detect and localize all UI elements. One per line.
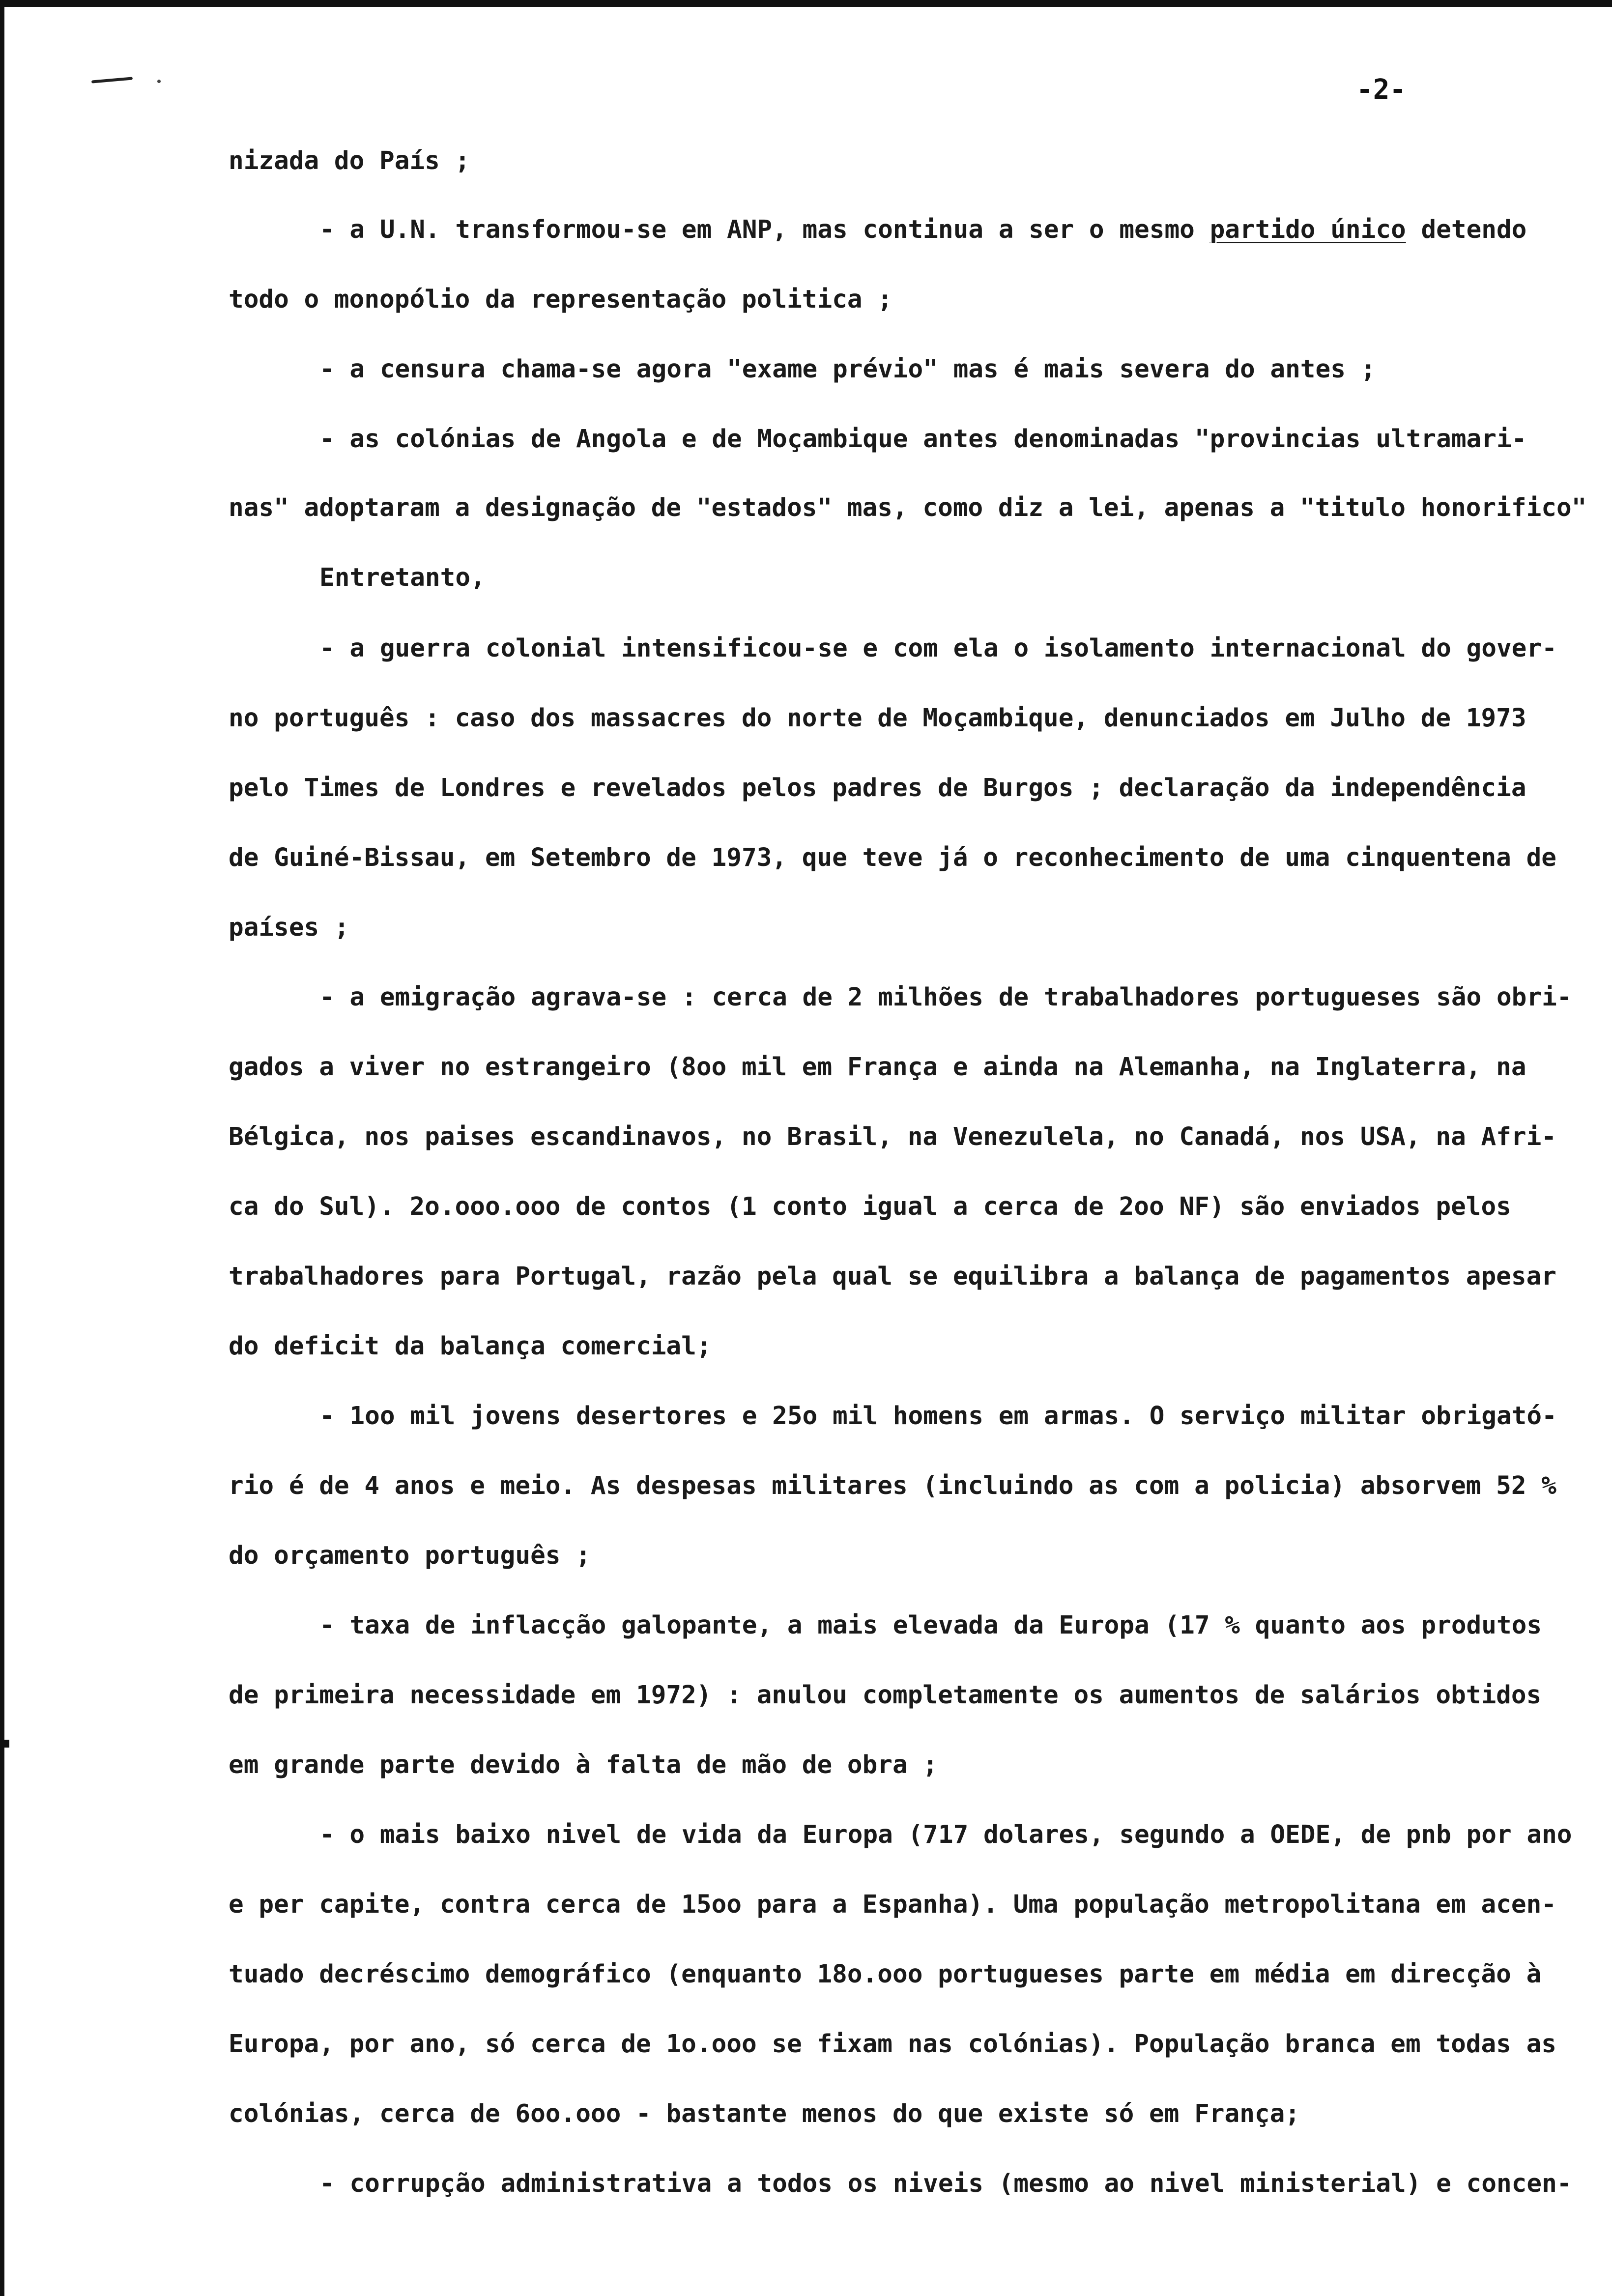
text-line: nas" adoptaram a designação de "estados" mas, como diz a lei, apenas a "titulo honorifico" [229, 493, 1587, 522]
text-line-segment: - a U.N. transformou-se em ANP, mas continua a ser o mesmo [319, 215, 1210, 244]
text-line: - as colónias de Angola e de Moçambique antes denominadas "provincias ultramari- [319, 425, 1527, 454]
text-line: de Guiné-Bissau, em Setembro de 1973, que teve já o reconhecimento de uma cinquentena de [229, 843, 1557, 872]
text-line: Europa, por ano, só cerca de 1o.ooo se fixam nas colónias). População branca em todas as [229, 2030, 1557, 2059]
text-line: Entretanto, [319, 563, 486, 592]
text-line: em grande parte devido à falta de mão de obra ; [229, 1751, 938, 1779]
text-line: países ; [229, 913, 349, 942]
pen-dot-mark [157, 80, 161, 83]
pen-stroke-mark [91, 77, 133, 83]
text-line: e per capite, contra cerca de 15oo para a Espanha). Uma população metropolitana em acen- [229, 1890, 1557, 1919]
scan-border-left [0, 0, 4, 2296]
text-line: - a censura chama-se agora "exame prévio" mas é mais severa do antes ; [319, 355, 1376, 384]
text-line: Bélgica, nos paises escandinavos, no Brasil, na Venezulela, no Canadá, nos USA, na Afri- [229, 1122, 1557, 1151]
text-line: no português : caso dos massacres do norte de Moçambique, denunciados em Julho de 1973 [229, 704, 1526, 733]
text-line: - a guerra colonial intensificou-se e com ela o isolamento internacional do gover- [319, 634, 1557, 663]
text-line: - 1oo mil jovens desertores e 25o mil homens em armas. O serviço militar obrigató- [319, 1402, 1557, 1431]
text-line: - o mais baixo nivel de vida da Europa (717 dolares, segundo a OEDE, de pnb por ano [319, 1820, 1572, 1849]
text-line: - a emigração agrava-se : cerca de 2 milhões de trabalhadores portugueses são obri- [319, 983, 1572, 1012]
text-line: - taxa de inflacção galopante, a mais elevada da Europa (17 % quanto aos produtos [319, 1611, 1542, 1640]
text-line: todo o monopólio da representação politica ; [229, 285, 893, 314]
text-line: pelo Times de Londres e revelados pelos padres de Burgos ; declaração da independência [229, 774, 1526, 803]
text-line: gados a viver no estrangeiro (8oo mil em França e ainda na Alemanha, na Inglaterra, na [229, 1053, 1526, 1082]
text-line: do orçamento português ; [229, 1541, 591, 1570]
text-line: trabalhadores para Portugal, razão pela qual se equilibra a balança de pagamentos apesar [229, 1262, 1557, 1291]
text-line: de primeira necessidade em 1972) : anulou completamente os aumentos de salários obtidos [229, 1681, 1542, 1710]
text-line: do deficit da balança comercial; [229, 1332, 712, 1361]
scan-border-top [0, 0, 1612, 7]
underlined-phrase: partido único [1209, 215, 1406, 244]
text-line: nizada do País ; [229, 146, 470, 175]
text-line: colónias, cerca de 6oo.ooo - bastante menos do que existe só em França; [229, 2099, 1300, 2128]
text-line: tuado decréscimo demográfico (enquanto 18o.ooo portugueses parte em média em direcção à [229, 1960, 1542, 1989]
text-line: ca do Sul). 2o.ooo.ooo de contos (1 conto igual a cerca de 2oo NF) são enviados pelos [229, 1192, 1511, 1221]
scan-edge-mark [4, 1740, 9, 1748]
text-line: rio é de 4 anos e meio. As despesas militares (incluindo as com a policia) absorvem 52 % [229, 1471, 1557, 1500]
text-line [319, 217, 1526, 242]
text-line: - corrupção administrativa a todos os niveis (mesmo ao nivel ministerial) e concen- [319, 2169, 1572, 2198]
text-line-segment: detendo [1406, 215, 1527, 244]
page-number: -2- [1356, 74, 1407, 106]
